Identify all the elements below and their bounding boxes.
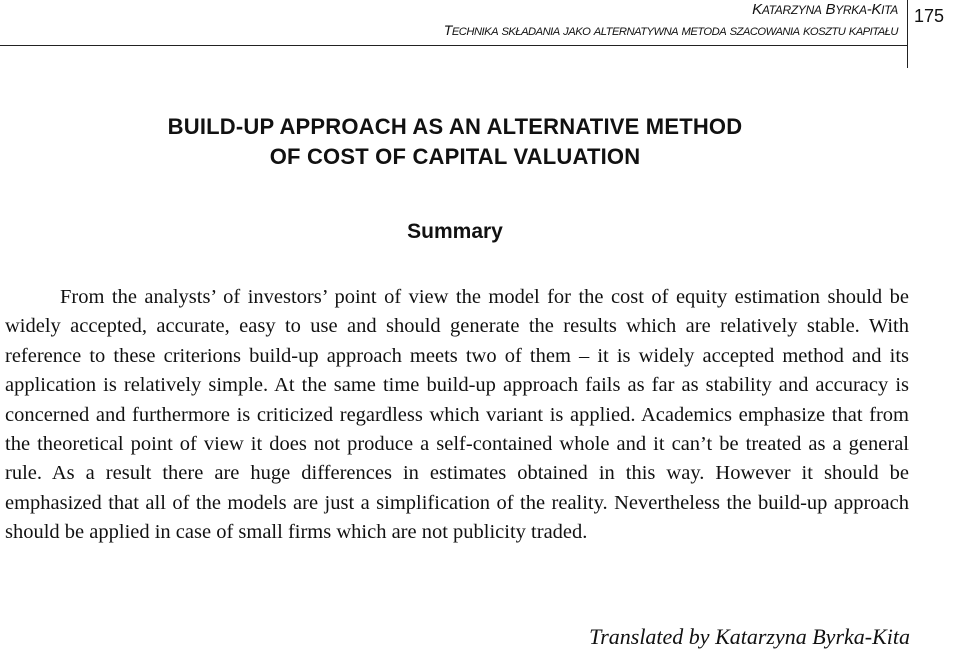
- article-title: [0, 112, 910, 172]
- header-journal-title-text: TECHNIKA SKŁADANIA JAKO ALTERNATYWNA METODA SZACOWANIA KOSZTU KAPITAŁU: [443, 22, 898, 38]
- page-number: 175: [914, 6, 945, 26]
- header-author: [752, 1, 898, 18]
- header-horizontal-rule: [0, 45, 907, 46]
- summary-body: From the analysts’ of investors’ point of view the model for the cost of equity estimation should be widely accepted, accurate, easy to use and should generate the results which are relatively stable. With reference to these criterions build-up approach meets two of them – it is widely accepted method and its application is relatively simple. At the same time build-up approach fails as far as stability and accuracy is concerned and furthermore is criticized regardless which variant is applied. Academics emphasize that from the theoretical point of view it does not produce a self-contained whole and it can’t be treated as a general rule. As a result there are huge differences in estimates obtained in this way. However it should be emphasized that all of the models are just a simplification of the reality. Nevertheless the build-up approach should be applied in case of small firms which are not publicity traded.: [5, 286, 909, 544]
- header-author-text: KATARZYNA BYRKA-KITA: [752, 1, 898, 18]
- running-header: [0, 0, 960, 70]
- article-title-line-1: BUILD-UP APPROACH AS AN ALTERNATIVE METHOD: [167, 114, 743, 139]
- translator-credit: Translated by Katarzyna Byrka-Kita: [589, 624, 910, 649]
- header-journal-title: [444, 22, 898, 38]
- header-vertical-rule: [907, 0, 908, 68]
- summary-heading: Summary: [407, 220, 503, 243]
- article-title-line-2: OF COST OF CAPITAL VALUATION: [269, 144, 641, 169]
